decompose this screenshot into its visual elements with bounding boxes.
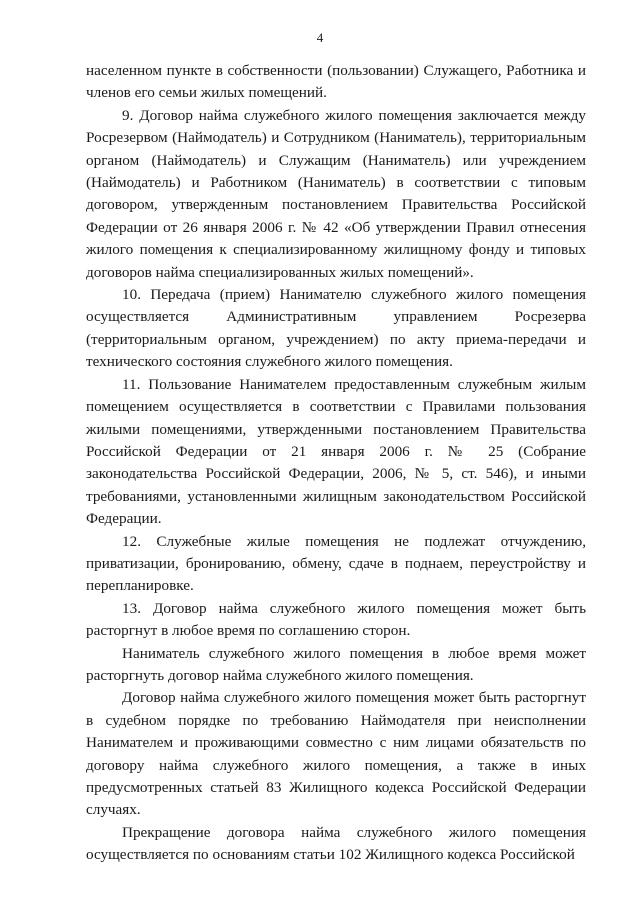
paragraph-clause-10: 10. Передача (прием) Нанимателю служебного жилого помещения осуществляется Административным управлением Росрезерва (территориальным органом, учреждением) по акту приема-передачи и технического состояния служебного жилого помещения. bbox=[86, 286, 586, 371]
paragraph-clause-9: 9. Договор найма служебного жилого помещения заключается между Росрезервом (Наймодатель) и Сотрудником (Наниматель), территориальным органом (Наймодатель) и Служащим (Наниматель) или учреждением (Наймодатель) и Работником (Наниматель) в соответствии с типовым договором, утвержденным постановлением Правительства Российской Федерации от 26 января 2006 г. № 42 «Об утверждении Правил отнесения жилого помещения к специализированному жилищному фонду и типовых договоров найма специализированных жилых помещений». bbox=[86, 106, 586, 281]
paragraph-termination-grounds: Прекращение договора найма служебного жилого помещения осуществляется по основаниям статьи 102 Жилищного кодекса Российской bbox=[86, 823, 586, 864]
paragraph-tenant-termination: Наниматель служебного жилого помещения в любое время может расторгнуть договор найма служебного жилого помещения. bbox=[86, 644, 586, 684]
paragraph-court-termination: Договор найма служебного жилого помещения может быть расторгнут в судебном порядке по требованию Наймодателя при неисполнении Нанимателем и проживающими совместно с ним лицами обязательств по договору найма служебного жилого помещения, а также в иных предусмотренных статьей 83 Жилищного кодекса Российской Федерации случаях. bbox=[86, 689, 586, 819]
paragraph-clause-12: 12. Служебные жилые помещения не подлежат отчуждению, приватизации, бронированию, обмену, сдаче в поднаем, переустройству и перепланировке. bbox=[86, 532, 586, 595]
paragraph-clause-13: 13. Договор найма служебного жилого помещения может быть расторгнут в любое время по соглашению сторон. bbox=[86, 599, 586, 640]
page-number: 4 bbox=[316, 30, 324, 45]
paragraph-clause-11: 11. Пользование Нанимателем предоставленным служебным жилым помещением осуществляется в соответствии с Правилами пользования жилыми помещениями, утвержденными постановлением Правительства Российской Федерации от 21 января 2006 г. № 25 (Собрание законодательства Российской Федерации, 2006, № 5, ст. 546), и иными требованиями, установленными жилищным законодательством Российской Федерации. bbox=[86, 375, 586, 528]
document-body bbox=[86, 60, 586, 867]
paragraph-continuation: населенном пункте в собственности (пользовании) Служащего, Работника и членов его семьи жилых помещений. bbox=[86, 62, 586, 102]
